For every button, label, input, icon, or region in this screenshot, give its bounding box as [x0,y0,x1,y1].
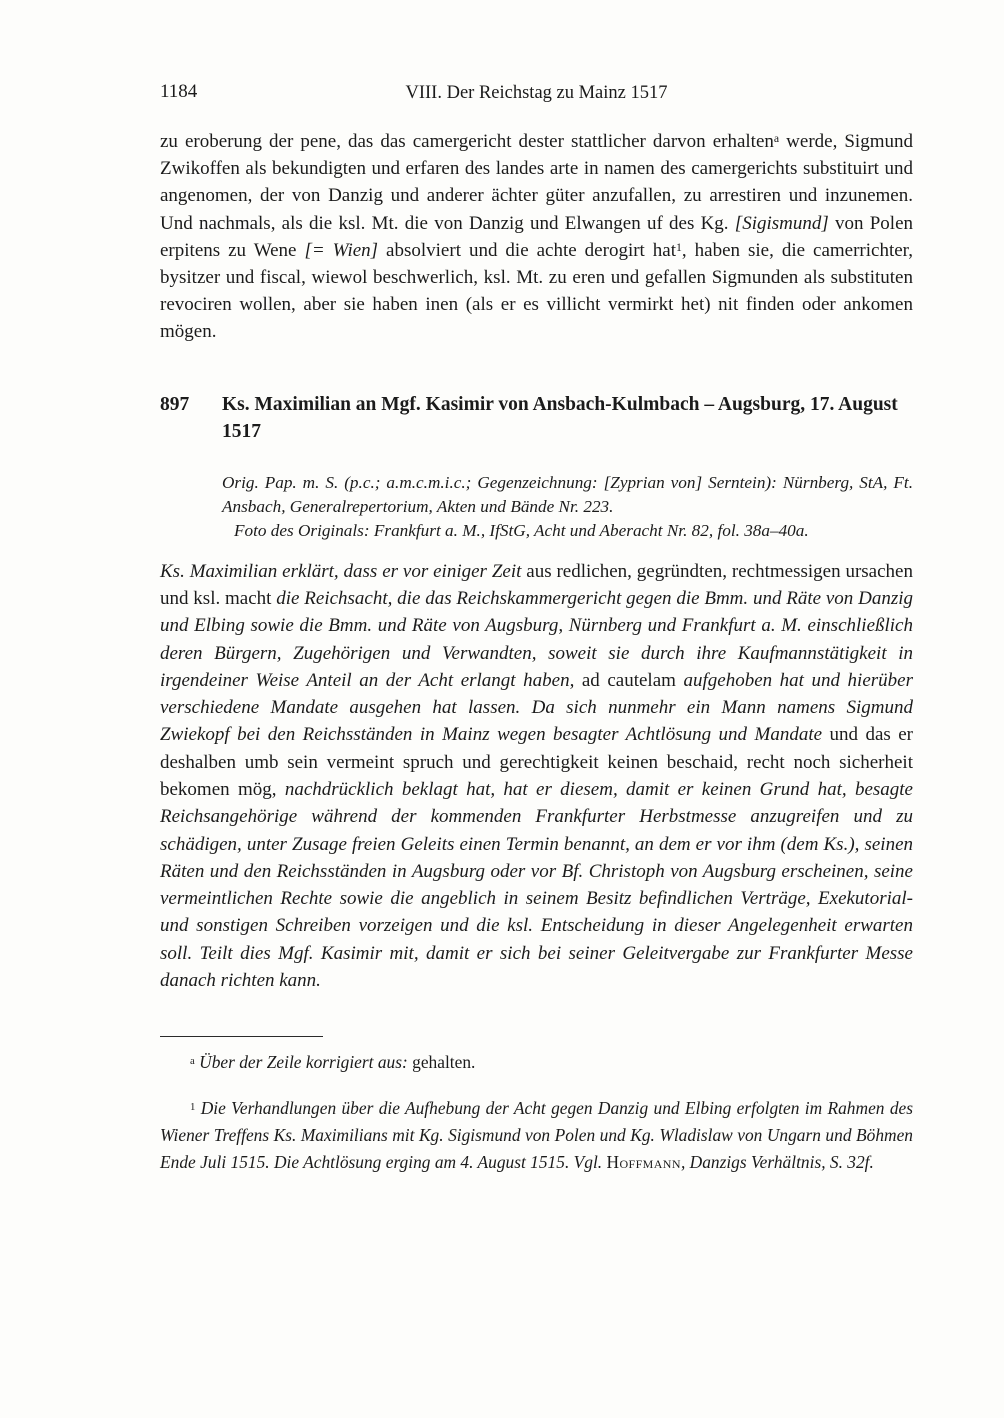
text-block [160,80,913,1176]
source-photo-line: Foto des Originals: Frankfurt a. M., IfStG, Acht und Aberacht Nr. 82, fol. 38a–40a. [234,520,809,540]
footnote-1: $^1$ Die Verhandlungen über die Aufhebung der Acht gegen Danzig und Elbing erfolgten im Rahmen des Wiener Treffens Ks. Maximilians mit Kg. Sigismund von Polen und Kg. Wladislaw von Ungarn und Böhmen Ende Juli 1515. Die Achtlösung erging am 4. August 1515. Vgl. Hoffmann, Danzigs Verhältnis, S. 32f. [160,1098,913,1173]
page-header [160,80,913,108]
entry-title: Ks. Maximilian an Mgf. Kasimir von Ansbach-Kulmbach – Augsburg, 17. August 1517 [222,393,898,443]
archival-source-note [222,471,913,543]
entry-summary-paragraph: Ks. Maximilian erklärt, dass er vor einiger Zeit aus redlichen, gegründten, rechtmessigen ursachen und ksl. macht die Reichsacht, die das Reichskammergericht gegen die Bmm. und Räte von Danzig und Elbing sowie die Bmm. und Räte von Augsburg, Nürnberg und Frankfurt a. M. einschließlich deren Bürgern, Zugehörigen und Verwandten, soweit sie durch ihre Kaufmannstätigkeit in irgendeiner Weise Anteil an der Acht erlangt haben, ad cautelam aufgehoben hat und hierüber verschiedene Mandate ausgehen hat lassen. Da sich nunmehr ein Mann namens Sigmund Zwiekopf bei den Reichsständen in Mainz wegen besagter Achtlösung und Mandate und das er deshalben umb sein vermeint spruch und gerechtigkeit keinen beschaid, recht noch sicherheit bekomen mög, nachdrücklich beklagt hat, hat er diesem, damit er keinen Grund hat, besagte Reichsangehörige während der kommenden Frankfurter Herbstmesse anzugreifen und zu schädigen, unter Zusage freien Geleits einen Termin benannt, an dem er vor ihm (dem Ks.), seinen Räten und den Reichsständen in Augsburg oder vor Bf. Christoph von Augsburg erscheinen, seine vermeintlichen Rechte sowie die angeblich in seinem Besitz befindlichen Verträge, Exekutorial- und sonstigen Schreiben vorzeigen und die ksl. Entscheidung in dieser Angelegenheit erwarten soll. Teilt dies Mgf. Kasimir mit, damit er sich bei seiner Geleitvergabe zur Frankfurter Messe danach richten kann. [160,560,913,992]
footnote-separator-rule [160,1036,323,1037]
page-number: 1184 [160,81,198,102]
transcription-continuation-paragraph: zu eroberung der pene, das das camergericht dester stattlicher darvon erhalten$^a$ werde, Sigmund Zwikoffen als bekundigten und erfaren des landes arte in namen des camergerichts substituirt und angenomen, der von Danzig und anderer ächter güter anzufallen, zu arrestiren und inzunemen. Und nachmals, als die ksl. Mt. die von Danzig und Elwangen uf des Kg. [Sigismund] von Polen erpitens zu Wene [= Wien] absolviert und die achte derogirt hat$^1$, haben sie, die camerrichter, bysitzer und fiscal, wiewol beschwerlich, ksl. Mt. zu eren und gefallen Sigmunden als substituten revociren wollen, aber sie haben inen (als er es villicht vermirkt het) nit finden oder ankomen mögen. [160,131,914,343]
entry-number: 897 [160,393,190,415]
source-original-line: Orig. Pap. m. S. (p.c.; a.m.c.m.i.c.; Gegenzeichnung: [Zyprian von] Serntein): Nürnberg, StA, Ft. Ansbach, Generalrepertorium, Akten und Bände Nr. 223. [222,472,913,516]
running-head: VIII. Der Reichstag zu Mainz 1517 [405,83,668,103]
entry-heading [160,391,913,446]
footnote-a: $^a$ Über der Zeile korrigiert aus: gehalten. [190,1052,476,1073]
